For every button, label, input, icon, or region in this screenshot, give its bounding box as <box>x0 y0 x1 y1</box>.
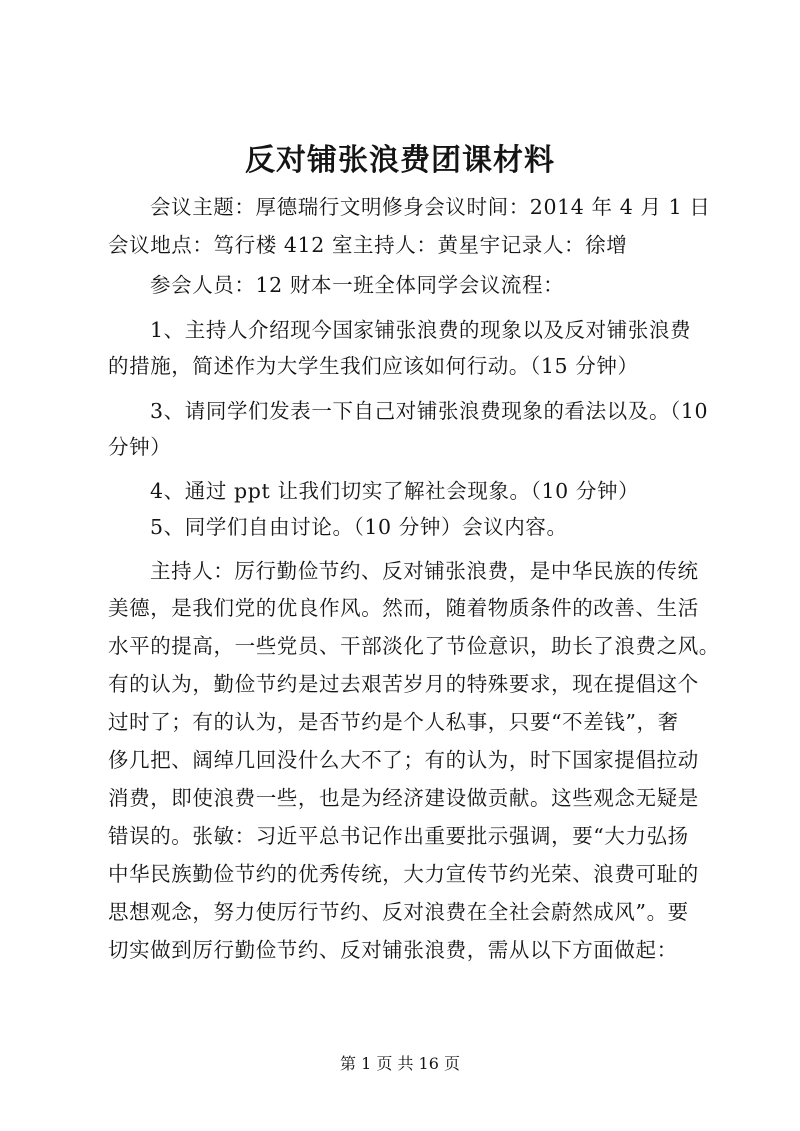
meeting-topic-line: 会议主题：厚德瑞行文明修身会议时间：2014 年 4 月 1 日 <box>150 195 711 219</box>
attendees-line: 参会人员：12 财本一班全体同学会议流程： <box>150 273 565 297</box>
agenda-item-1-line-2: 的措施，简述作为大学生我们应该如何行动。（15 分钟） <box>108 354 639 378</box>
content-line-9: 中华民族勤俭节约的优秀传统，大力宣传节约光荣、浪费可耻的 <box>108 862 699 886</box>
agenda-item-3-line-1: 3、请同学们发表一下自己对铺张浪费现象的看法以及。（10 <box>150 399 709 423</box>
content-line-5: 过时了；有的认为，是否节约是个人私事，只要“不差钱”，奢 <box>108 710 679 734</box>
meeting-location-line: 会议地点：笃行楼 412 室主持人：黄星宇记录人：徐增 <box>108 233 628 257</box>
content-line-7: 消费，即使浪费一些，也是为经济建设做贡献。这些观念无疑是 <box>108 786 699 810</box>
content-line-3: 水平的提高，一些党员、干部淡化了节俭意识，助长了浪费之风。 <box>108 634 720 658</box>
agenda-item-1-line-1: 1、主持人介绍现今国家铺张浪费的现象以及反对铺张浪费 <box>150 318 692 342</box>
content-line-11: 切实做到厉行勤俭节约、反对铺张浪费，需从以下方面做起： <box>108 938 678 962</box>
content-line-10: 思想观念，努力使厉行节约、反对浪费在全社会蔚然成风”。要 <box>108 900 689 924</box>
content-line-4: 有的认为，勤俭节约是过去艰苦岁月的特殊要求，现在提倡这个 <box>108 672 699 696</box>
agenda-item-5-line: 5、同学们自由讨论。（10 分钟）会议内容。 <box>150 515 568 539</box>
agenda-item-4-line: 4、通过 ppt 让我们切实了解社会现象。（10 分钟） <box>150 479 640 503</box>
document-title: 反对铺张浪费团课材料 <box>245 143 555 178</box>
content-line-1: 主持人：厉行勤俭节约、反对铺张浪费，是中华民族的传统 <box>150 559 699 583</box>
content-line-8: 错误的。张敏：习近平总书记作出重要批示强调，要“大力弘扬 <box>108 824 689 848</box>
page-footer: 第 1 页 共 16 页 <box>340 1054 460 1073</box>
content-line-6: 侈几把、阔绰几回没什么大不了；有的认为，时下国家提倡拉动 <box>108 748 699 772</box>
agenda-item-3-line-2: 分钟） <box>108 435 172 459</box>
content-line-2: 美德，是我们党的优良作风。然而，随着物质条件的改善、生活 <box>108 596 699 620</box>
